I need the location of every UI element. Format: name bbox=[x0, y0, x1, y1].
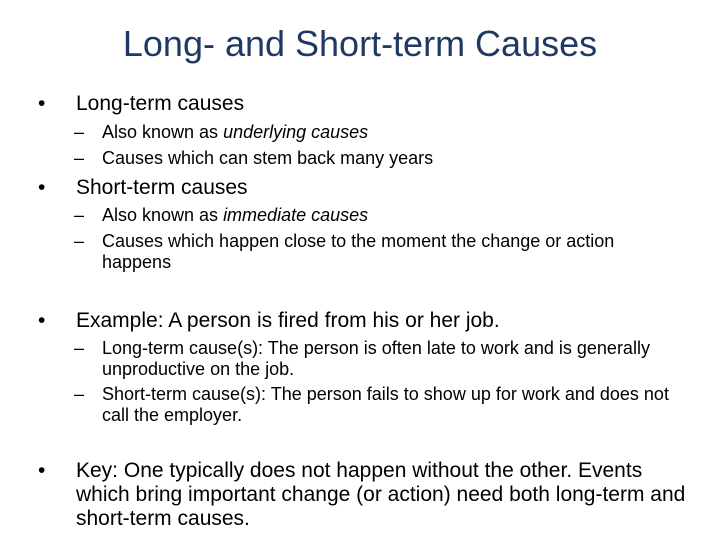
bullet-short-term bbox=[38, 176, 678, 200]
dash-icon: – bbox=[74, 122, 85, 142]
sub-text-emphasis: immediate causes bbox=[223, 205, 369, 225]
slide-title: Long- and Short-term Causes bbox=[122, 23, 598, 64]
sub-bullet-close-moment bbox=[74, 231, 674, 273]
sub-bullet-long-term-cause bbox=[74, 338, 686, 380]
sub-text: Also known as bbox=[102, 122, 224, 142]
bullet-icon: • bbox=[38, 309, 46, 332]
bullet-key bbox=[38, 459, 698, 531]
dash-icon: – bbox=[74, 231, 85, 251]
bullet-long-term bbox=[38, 92, 678, 116]
sub-text: Long-term cause(s): The person is often late to work and is generally unproductive on the job. bbox=[102, 338, 650, 379]
dash-icon: – bbox=[74, 205, 85, 225]
dash-icon: – bbox=[74, 148, 85, 168]
bullet-icon: • bbox=[38, 92, 46, 115]
dash-icon: – bbox=[74, 338, 85, 358]
bullet-text: Example: A person is fired from his or her job. bbox=[76, 309, 500, 332]
bullet-text: Long-term causes bbox=[76, 92, 245, 115]
bullet-example bbox=[38, 309, 698, 333]
sub-text: Causes which can stem back many years bbox=[102, 148, 434, 168]
sub-bullet-immediate bbox=[74, 205, 694, 226]
sub-text: Short-term cause(s): The person fails to show up for work and does not call the employer. bbox=[102, 384, 669, 425]
sub-bullet-short-term-cause bbox=[74, 384, 674, 426]
dash-icon: – bbox=[74, 384, 85, 404]
sub-bullet-underlying bbox=[74, 122, 694, 143]
sub-text: Causes which happen close to the moment the change or action happens bbox=[102, 231, 615, 272]
sub-bullet-stem-back bbox=[74, 148, 694, 169]
bullet-text: Short-term causes bbox=[76, 176, 248, 199]
bullet-icon: • bbox=[38, 459, 46, 482]
sub-text-emphasis: underlying causes bbox=[223, 122, 369, 142]
bullet-text: Key: One typically does not happen without the other. Events which bring important change (or action) need both long-term and short-term causes. bbox=[76, 459, 686, 530]
bullet-icon: • bbox=[38, 176, 46, 199]
sub-text: Also known as bbox=[102, 205, 224, 225]
